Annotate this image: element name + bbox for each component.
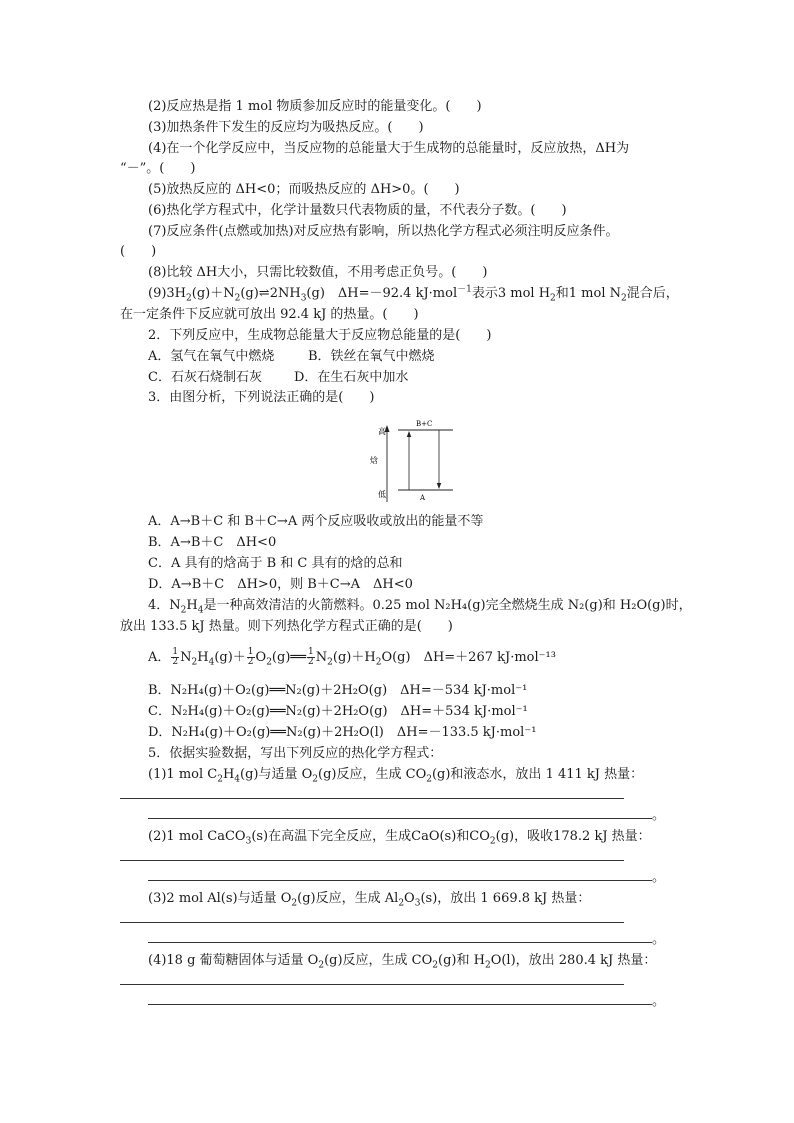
q2-option-b: B．铁丝在氧气中燃烧 <box>308 349 435 364</box>
q5-item-2: (2)1 mol CaCO$_3$(s)在高温下完全反应，生成CaO(s)和$CO_2(g)$，吸收178.2 kJ 热量： <box>148 829 651 847</box>
q1-item-2: (2)反应热是指 1 mol 物质参加反应时的能量变化。( ) <box>148 99 482 114</box>
label-low: 低 <box>378 490 386 499</box>
q1-item-3: (3)加热条件下发生的反应均为吸热反应。( ) <box>148 120 424 135</box>
answer-line[interactable] <box>148 818 652 819</box>
up-arrowhead <box>407 431 411 437</box>
q1-item-7-line1: (7)反应条件(点燃或加热)对反应热有影响，所以热化学方程式必须注明反应条件。 <box>148 224 619 239</box>
q2-option-a: A．氢气在氧气中燃烧 <box>148 349 275 364</box>
q3-option-c: C．A 具有的焓高于 B 和 C 具有的焓的总和 <box>148 556 403 571</box>
q5-item-1: (1)1 mol $C_2H_4(g)$与适量 $O_2(g)$反应，生成 $CO_2(g)$和液态水，放出 1 411 kJ 热量： <box>148 767 644 785</box>
end-mark: 。 <box>652 870 666 885</box>
label-a: A <box>420 494 426 502</box>
q1-item-9-line1: $(9)3H_2(g)+N_2(g)\rightleftharpoons 2NH_3(g)$ ΔH=－92.4 kJ·mol$^{-1}$表示3 mol $H_2$和1 mol $N_2$混合后， <box>148 284 679 304</box>
q4-option-c: C．N₂H₄(g)＋O₂(g)══N₂(g)＋2H₂O(g) ΔH=＋534 kJ·mol⁻¹ <box>148 704 528 719</box>
end-mark: 。 <box>652 808 666 823</box>
answer-line[interactable] <box>148 1004 652 1005</box>
answer-line[interactable] <box>148 880 652 881</box>
answer-line[interactable] <box>120 984 624 985</box>
q3-option-d: D．A→B＋C ΔH>0，则 B＋C→A ΔH<0 <box>148 577 413 592</box>
q4-stem-line1: 4．$N_2H_4$是一种高效清洁的火箭燃料。0.25 mol N₂H₄(g)完全燃烧生成 N₂(g)和 H₂O(g)时， <box>148 598 692 616</box>
q5-item-4: (4)18 g 葡萄糖固体与适量 $O_2(g)$反应，生成 $CO_2(g)$和 $H_2O(l)$，放出 280.4 kJ 热量： <box>148 953 657 971</box>
down-arrowhead <box>437 483 441 489</box>
q1-item-4-line2: “－”。( ) <box>120 161 196 176</box>
enthalpy-diagram <box>366 416 466 506</box>
q4-option-a: A． $\frac{1}{2}$ $N_2H_4(g)+$ $\frac{1}{2}$ $O_2(g)══$ $\frac{1}{2}$ $N_2(g)+H_2O(g)$ ΔH=＋267 kJ·mol⁻¹³ <box>148 647 556 668</box>
q2-option-c: C．石灰石烧制石灰 <box>148 370 262 385</box>
q1-item-5: (5)放热反应的 ΔH<0；而吸热反应的 ΔH>0。( ) <box>148 182 460 197</box>
q2-stem: 2．下列反应中，生成物总能量大于反应物总能量的是( ) <box>148 328 492 343</box>
answer-line[interactable] <box>120 798 624 799</box>
q1-item-8: (8)比较 ΔH大小，只需比较数值，不用考虑正负号。( ) <box>148 265 488 280</box>
q1-item-6: (6)热化学方程式中，化学计量数只代表物质的量，不代表分子数。( ) <box>148 203 567 218</box>
label-high: 高 <box>378 427 386 436</box>
answer-line[interactable] <box>120 922 624 923</box>
q2-option-d: D．在生石灰中加水 <box>294 370 409 385</box>
answer-line[interactable] <box>120 860 624 861</box>
q4-option-d: D．N₂H₄(g)＋O₂(g)══N₂(g)＋2H₂O(l) ΔH=－133.5 kJ·mol⁻¹ <box>148 725 537 740</box>
q4-stem-line2: 放出 133.5 kJ 热量。则下列热化学方程式正确的是( ) <box>120 619 453 634</box>
q4-option-b: B．N₂H₄(g)＋O₂(g)══N₂(g)＋2H₂O(g) ΔH=－534 kJ·mol⁻¹ <box>148 683 528 698</box>
answer-line[interactable] <box>148 942 652 943</box>
q1-item-7-line2: ( ) <box>120 244 157 259</box>
q3-stem: 3．由图分析，下列说法正确的是( ) <box>148 390 375 405</box>
q3-option-a: A．A→B＋C 和 B＋C→A 两个反应吸收或放出的能量不等 <box>148 514 484 529</box>
end-mark: 。 <box>652 932 666 947</box>
q1-item-9-line2: 在一定条件下反应就可放出 92.4 kJ 的热量。( ) <box>120 307 419 322</box>
q3-option-b: B．A→B＋C ΔH<0 <box>148 535 277 550</box>
q5-stem: 5．依据实验数据，写出下列反应的热化学方程式： <box>148 746 443 761</box>
label-enthalpy: 焓 <box>370 456 378 465</box>
label-b-plus-c: B+C <box>416 420 433 428</box>
end-mark: 。 <box>652 994 666 1009</box>
q1-item-4-line1: (4)在一个化学反应中，当反应物的总能量大于生成物的总能量时，反应放热，ΔH为 <box>148 141 630 156</box>
q5-item-3: (3)2 mol Al(s)与适量 $O_2(g)$反应，生成 $Al_2O_3(s)$，放出 1 669.8 kJ 热量： <box>148 891 591 909</box>
